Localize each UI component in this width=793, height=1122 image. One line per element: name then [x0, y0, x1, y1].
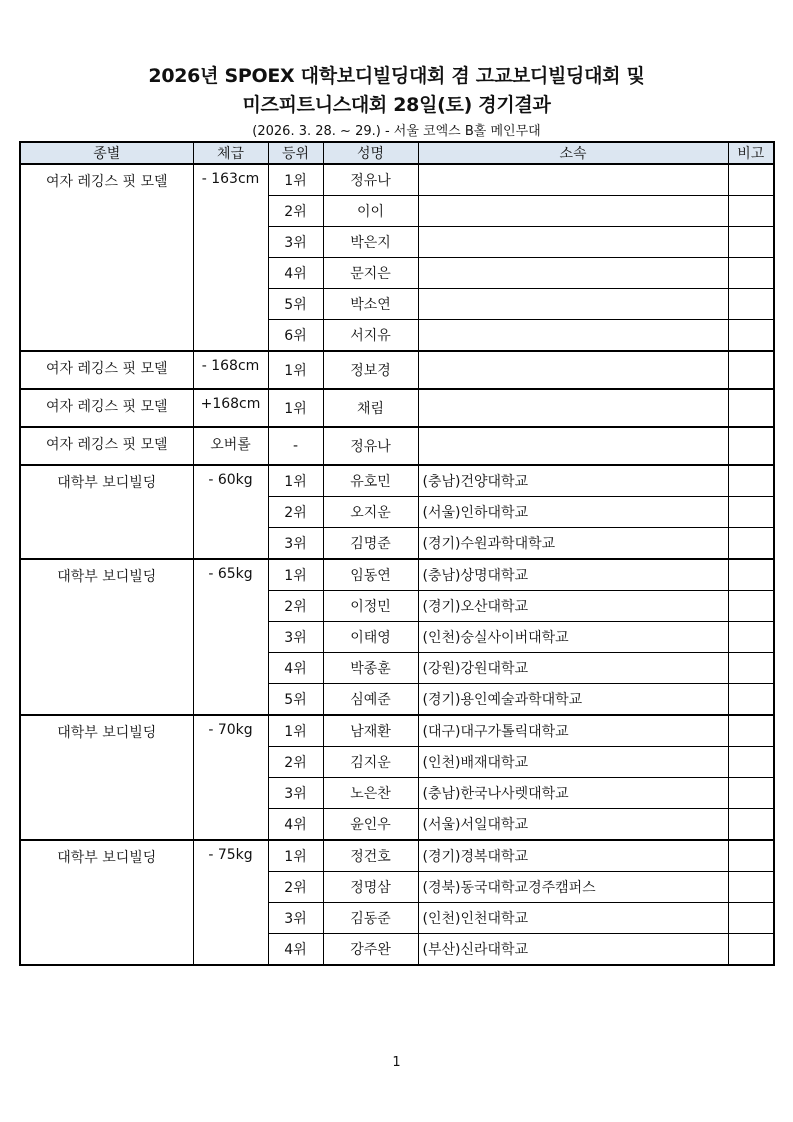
affiliation-cell: [418, 320, 728, 352]
rank-cell: 4위: [268, 934, 323, 966]
note-cell: [728, 778, 774, 809]
event-cell: 여자 레깅스 핏 모델: [20, 427, 193, 465]
affiliation-cell: [418, 196, 728, 227]
name-cell: 김지운: [323, 747, 418, 778]
weight-class-cell: 오버롤: [193, 427, 268, 465]
name-cell: 박종훈: [323, 653, 418, 684]
results-table: [19, 141, 775, 966]
table-row: [20, 840, 774, 872]
header-name: 성명: [323, 142, 418, 164]
name-cell: 문지은: [323, 258, 418, 289]
table-row: [20, 164, 774, 196]
note-cell: [728, 840, 774, 872]
affiliation-cell: (인천)인천대학교: [418, 903, 728, 934]
note-cell: [728, 196, 774, 227]
name-cell: 박소연: [323, 289, 418, 320]
rank-cell: 3위: [268, 528, 323, 560]
document-title-line1: 2026년 SPOEX 대학보디빌딩대회 겸 고교보디빌딩대회 및: [148, 65, 645, 87]
note-cell: [728, 528, 774, 560]
rank-cell: 1위: [268, 351, 323, 389]
note-cell: [728, 164, 774, 196]
rank-cell: 3위: [268, 227, 323, 258]
rank-cell: 4위: [268, 653, 323, 684]
rank-cell: 4위: [268, 258, 323, 289]
page-number: 1: [392, 1055, 401, 1070]
name-cell: 김명준: [323, 528, 418, 560]
rank-cell: 1위: [268, 715, 323, 747]
weight-class-cell: - 168cm: [193, 351, 268, 389]
affiliation-cell: [418, 427, 728, 465]
header-weight-class: 체급: [193, 142, 268, 164]
weight-class-cell: - 70kg: [193, 715, 268, 840]
name-cell: 정유나: [323, 427, 418, 465]
affiliation-cell: [418, 289, 728, 320]
document-subtitle: (2026. 3. 28. ~ 29.) - 서울 코엑스 B홀 메인무대: [252, 124, 541, 139]
affiliation-cell: [418, 164, 728, 196]
affiliation-cell: [418, 227, 728, 258]
name-cell: 김동준: [323, 903, 418, 934]
note-cell: [728, 684, 774, 716]
document-title-line2: 미즈피트니스대회 28일(토) 경기결과: [242, 94, 551, 116]
affiliation-cell: (충남)건양대학교: [418, 465, 728, 497]
name-cell: 강주완: [323, 934, 418, 966]
affiliation-cell: (서울)서일대학교: [418, 809, 728, 841]
name-cell: 남재환: [323, 715, 418, 747]
note-cell: [728, 872, 774, 903]
rank-cell: -: [268, 427, 323, 465]
affiliation-cell: [418, 351, 728, 389]
table-row: [20, 715, 774, 747]
name-cell: 채림: [323, 389, 418, 427]
affiliation-cell: (대구)대구가톨릭대학교: [418, 715, 728, 747]
affiliation-cell: (경기)오산대학교: [418, 591, 728, 622]
table-row: [20, 389, 774, 427]
rank-cell: 1위: [268, 559, 323, 591]
name-cell: 서지유: [323, 320, 418, 352]
rank-cell: 3위: [268, 622, 323, 653]
rank-cell: 1위: [268, 164, 323, 196]
affiliation-cell: (부산)신라대학교: [418, 934, 728, 966]
event-cell: 여자 레깅스 핏 모델: [20, 351, 193, 389]
note-cell: [728, 715, 774, 747]
table-row: [20, 427, 774, 465]
header-rank: 등위: [268, 142, 323, 164]
header-affiliation: 소속: [418, 142, 728, 164]
name-cell: 정유나: [323, 164, 418, 196]
results-table-header: [20, 142, 774, 164]
rank-cell: 3위: [268, 778, 323, 809]
note-cell: [728, 427, 774, 465]
note-cell: [728, 227, 774, 258]
affiliation-cell: (경기)경복대학교: [418, 840, 728, 872]
note-cell: [728, 497, 774, 528]
weight-class-cell: - 60kg: [193, 465, 268, 559]
note-cell: [728, 258, 774, 289]
rank-cell: 2위: [268, 872, 323, 903]
affiliation-cell: (경기)수원과학대학교: [418, 528, 728, 560]
weight-class-cell: - 75kg: [193, 840, 268, 965]
name-cell: 오지운: [323, 497, 418, 528]
affiliation-cell: (충남)상명대학교: [418, 559, 728, 591]
name-cell: 임동연: [323, 559, 418, 591]
affiliation-cell: [418, 389, 728, 427]
rank-cell: 2위: [268, 591, 323, 622]
note-cell: [728, 934, 774, 966]
name-cell: 노은찬: [323, 778, 418, 809]
rank-cell: 2위: [268, 497, 323, 528]
event-cell: 대학부 보디빌딩: [20, 465, 193, 559]
affiliation-cell: (경기)용인예술과학대학교: [418, 684, 728, 716]
rank-cell: 1위: [268, 465, 323, 497]
event-cell: 대학부 보디빌딩: [20, 840, 193, 965]
rank-cell: 2위: [268, 196, 323, 227]
name-cell: 정건호: [323, 840, 418, 872]
name-cell: 정보경: [323, 351, 418, 389]
note-cell: [728, 351, 774, 389]
affiliation-cell: (인천)배재대학교: [418, 747, 728, 778]
results-table-body: [20, 164, 774, 965]
note-cell: [728, 653, 774, 684]
affiliation-cell: (충남)한국나사렛대학교: [418, 778, 728, 809]
note-cell: [728, 903, 774, 934]
event-cell: 대학부 보디빌딩: [20, 559, 193, 715]
rank-cell: 1위: [268, 840, 323, 872]
note-cell: [728, 809, 774, 841]
affiliation-cell: (서울)인하대학교: [418, 497, 728, 528]
affiliation-cell: (인천)숭실사이버대학교: [418, 622, 728, 653]
affiliation-cell: (경북)동국대학교경주캠퍼스: [418, 872, 728, 903]
table-row: [20, 351, 774, 389]
rank-cell: 5위: [268, 684, 323, 716]
name-cell: 이태영: [323, 622, 418, 653]
note-cell: [728, 559, 774, 591]
weight-class-cell: +168cm: [193, 389, 268, 427]
affiliation-cell: [418, 258, 728, 289]
weight-class-cell: - 65kg: [193, 559, 268, 715]
name-cell: 이이: [323, 196, 418, 227]
event-cell: 대학부 보디빌딩: [20, 715, 193, 840]
event-cell: 여자 레깅스 핏 모델: [20, 389, 193, 427]
affiliation-cell: (강원)강원대학교: [418, 653, 728, 684]
name-cell: 박은지: [323, 227, 418, 258]
name-cell: 유호민: [323, 465, 418, 497]
note-cell: [728, 622, 774, 653]
name-cell: 이정민: [323, 591, 418, 622]
table-row: [20, 559, 774, 591]
name-cell: 정명삼: [323, 872, 418, 903]
table-row: [20, 465, 774, 497]
note-cell: [728, 591, 774, 622]
note-cell: [728, 389, 774, 427]
event-cell: 여자 레깅스 핏 모델: [20, 164, 193, 351]
rank-cell: 6위: [268, 320, 323, 352]
weight-class-cell: - 163cm: [193, 164, 268, 351]
rank-cell: 4위: [268, 809, 323, 841]
rank-cell: 3위: [268, 903, 323, 934]
header-event: 종별: [20, 142, 193, 164]
name-cell: 심예준: [323, 684, 418, 716]
rank-cell: 2위: [268, 747, 323, 778]
note-cell: [728, 747, 774, 778]
rank-cell: 1위: [268, 389, 323, 427]
note-cell: [728, 320, 774, 352]
rank-cell: 5위: [268, 289, 323, 320]
note-cell: [728, 465, 774, 497]
name-cell: 윤인우: [323, 809, 418, 841]
header-note: 비고: [728, 142, 774, 164]
note-cell: [728, 289, 774, 320]
